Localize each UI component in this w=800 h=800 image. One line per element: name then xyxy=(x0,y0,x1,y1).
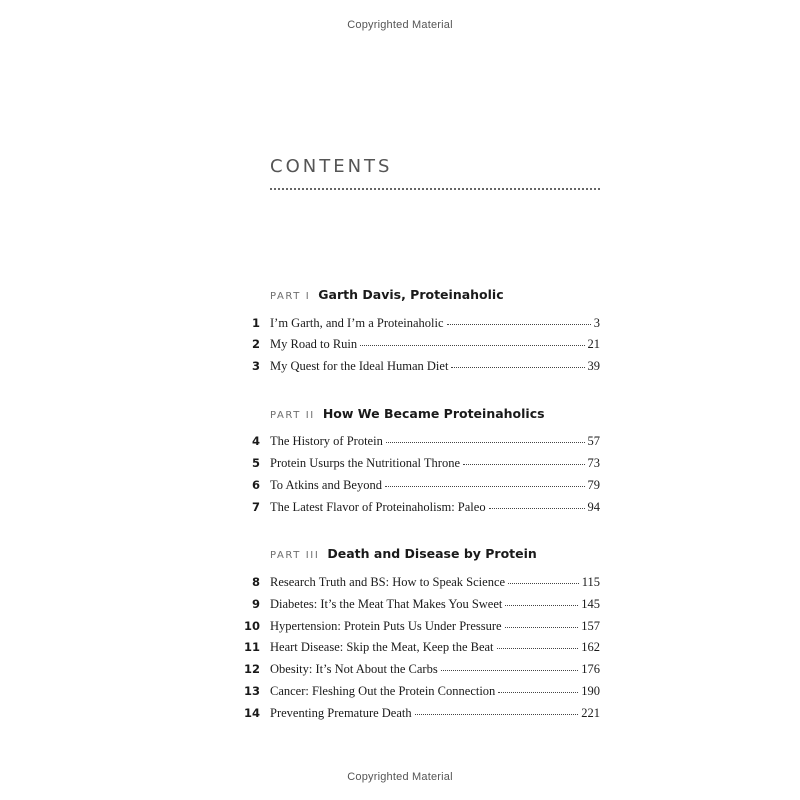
dot-leader xyxy=(385,486,585,487)
chapter-page: 79 xyxy=(587,478,600,492)
chapter-page: 145 xyxy=(581,597,600,611)
copyright-watermark-top: Copyrighted Material xyxy=(347,19,453,31)
chapter-title: Cancer: Fleshing Out the Protein Connection xyxy=(270,684,496,698)
part-title: Death and Disease by Protein xyxy=(327,546,537,561)
part-heading-2 xyxy=(270,406,545,426)
toc-entry-chapter-5[interactable] xyxy=(240,456,600,474)
chapter-number: 6 xyxy=(251,478,260,492)
dot-leader xyxy=(415,714,579,715)
toc-entry-chapter-2[interactable] xyxy=(240,337,600,355)
chapter-page: 162 xyxy=(581,640,600,654)
part-heading-3 xyxy=(270,546,537,566)
toc-entry-chapter-10[interactable] xyxy=(240,619,600,637)
part-title: Garth Davis, Proteinaholic xyxy=(318,287,504,302)
chapter-title: My Quest for the Ideal Human Diet xyxy=(270,359,449,373)
chapter-page: 73 xyxy=(587,456,600,470)
toc-entry-chapter-12[interactable] xyxy=(240,662,600,680)
toc-entry-chapter-3[interactable] xyxy=(240,359,600,377)
chapter-number: 11 xyxy=(243,640,260,654)
chapter-title: I’m Garth, and I’m a Proteinaholic xyxy=(270,316,444,330)
toc-entry-chapter-1[interactable] xyxy=(240,316,600,334)
toc-entry-chapter-14[interactable] xyxy=(240,706,600,724)
copyright-watermark-bottom: Copyrighted Material xyxy=(347,771,453,783)
chapter-page: 39 xyxy=(587,359,600,373)
chapter-number: 3 xyxy=(251,359,260,373)
chapter-number: 10 xyxy=(243,619,260,633)
dot-leader xyxy=(386,442,585,443)
chapter-page: 3 xyxy=(593,316,600,330)
part-label: PART II xyxy=(270,410,315,421)
toc-entry-chapter-11[interactable] xyxy=(240,640,600,658)
chapter-number: 1 xyxy=(251,316,260,330)
dot-leader xyxy=(441,670,579,671)
chapter-title: To Atkins and Beyond xyxy=(270,478,382,492)
chapter-page: 157 xyxy=(581,619,600,633)
toc-entry-chapter-4[interactable] xyxy=(240,434,600,452)
dot-leader xyxy=(489,508,585,509)
chapter-page: 115 xyxy=(581,575,600,589)
chapter-title: The Latest Flavor of Proteinaholism: Paleo xyxy=(270,500,486,514)
chapter-title: My Road to Ruin xyxy=(270,337,358,351)
chapter-number: 7 xyxy=(251,500,260,514)
chapter-number: 14 xyxy=(243,706,260,720)
toc-entry-chapter-13[interactable] xyxy=(240,684,600,702)
dot-leader xyxy=(447,324,591,325)
chapter-title: Heart Disease: Skip the Meat, Keep the Beat xyxy=(270,640,494,654)
toc-entry-chapter-6[interactable] xyxy=(240,478,600,496)
chapter-page: 190 xyxy=(581,684,600,698)
part-title: How We Became Proteinaholics xyxy=(322,406,545,421)
chapter-page: 57 xyxy=(587,434,600,448)
part-label: PART I xyxy=(270,291,311,302)
chapter-page: 221 xyxy=(581,706,600,720)
chapter-number: 8 xyxy=(251,575,260,589)
chapter-title: Preventing Premature Death xyxy=(270,706,412,720)
dot-leader xyxy=(505,605,578,606)
chapter-title: Protein Usurps the Nutritional Throne xyxy=(270,456,461,470)
chapter-page: 21 xyxy=(587,337,600,351)
chapter-page: 94 xyxy=(587,500,600,514)
chapter-title: Hypertension: Protein Puts Us Under Pressure xyxy=(270,619,502,633)
toc-entry-chapter-9[interactable] xyxy=(240,597,600,615)
chapter-page: 176 xyxy=(581,662,600,676)
dot-leader xyxy=(360,345,584,346)
heading-dotted-rule xyxy=(270,188,600,190)
chapter-title: Research Truth and BS: How to Speak Science xyxy=(270,575,506,589)
dot-leader xyxy=(498,692,578,693)
chapter-number: 2 xyxy=(251,337,260,351)
chapter-number: 5 xyxy=(251,456,260,470)
chapter-title: The History of Protein xyxy=(270,434,383,448)
part-heading-1 xyxy=(270,287,504,307)
part-label: PART III xyxy=(270,550,320,561)
chapter-title: Diabetes: It’s the Meat That Makes You Sweet xyxy=(270,597,503,611)
chapter-number: 9 xyxy=(251,597,260,611)
chapter-number: 12 xyxy=(243,662,260,676)
chapter-number: 4 xyxy=(251,434,260,448)
dot-leader xyxy=(463,464,584,465)
contents-heading: CONTENTS xyxy=(270,156,393,177)
dot-leader xyxy=(508,583,579,584)
chapter-title: Obesity: It’s Not About the Carbs xyxy=(270,662,438,676)
dot-leader xyxy=(505,627,579,628)
toc-entry-chapter-8[interactable] xyxy=(240,575,600,593)
toc-entry-chapter-7[interactable] xyxy=(240,500,600,518)
chapter-number: 13 xyxy=(243,684,260,698)
dot-leader xyxy=(497,648,579,649)
dot-leader xyxy=(451,367,584,368)
